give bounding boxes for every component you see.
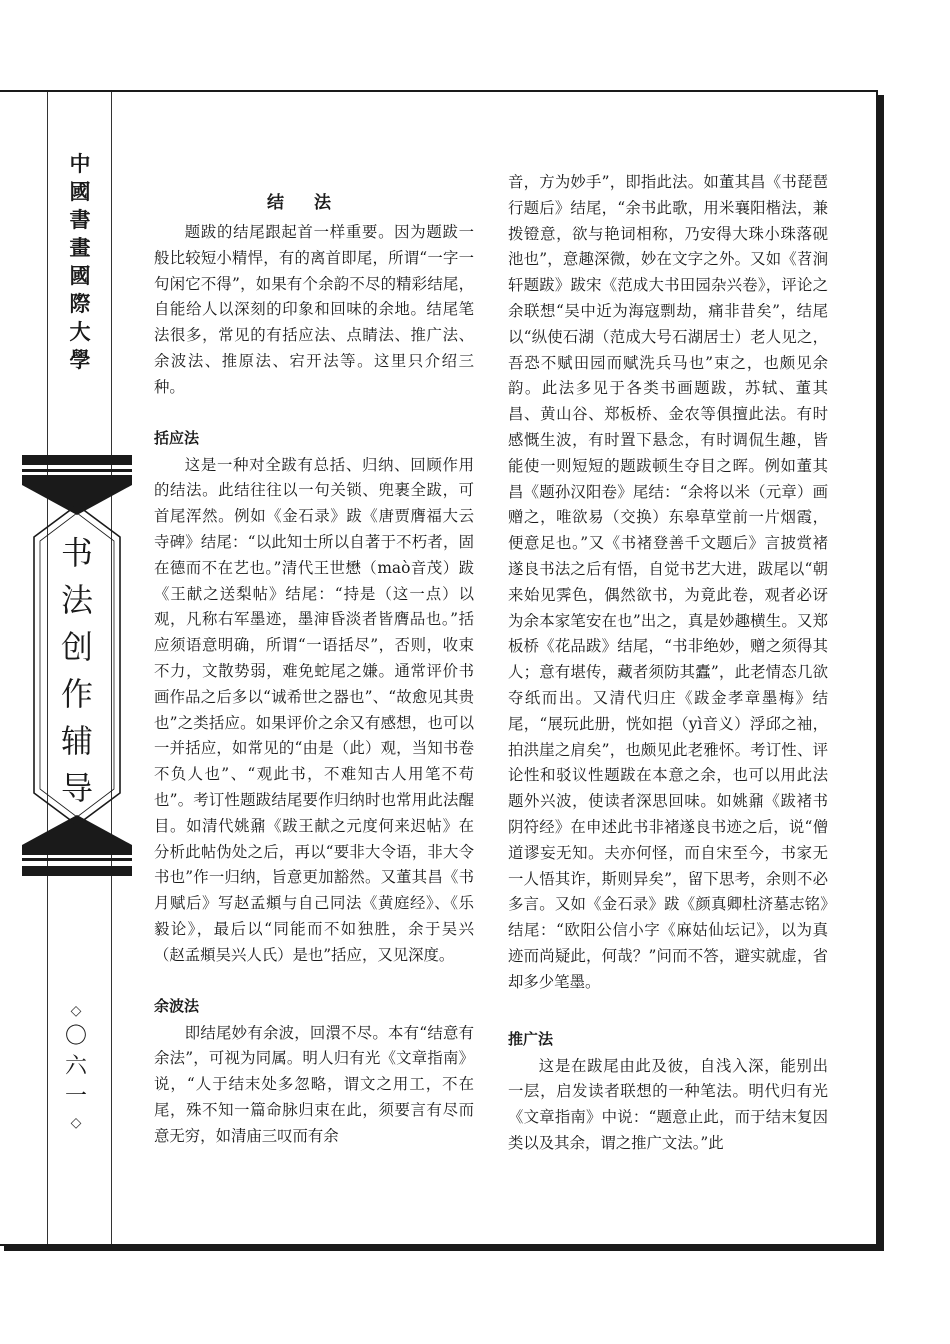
page-number xyxy=(58,1000,94,1134)
university-name xyxy=(60,150,100,374)
subsection-title: 余波法 xyxy=(154,996,200,1015)
title-band-top xyxy=(22,455,132,465)
title-band-bottom-thin xyxy=(22,858,132,861)
title-band-top-thin xyxy=(22,469,132,472)
book-title-char: 作 xyxy=(60,675,93,713)
page-number-char: 一 xyxy=(64,1084,87,1109)
university-char: 大 xyxy=(69,319,91,344)
university-char: 書 xyxy=(69,207,91,232)
page-number-char: 六 xyxy=(64,1054,87,1079)
left-column xyxy=(154,168,474,1150)
intro-paragraph: 题跋的结尾跟起首一样重要。因为题跋一般比较短小精悍，有的离首即尾，所谓“一字一句闲它不得”，如果有个余韵不尽的精彩结尾，自能给人以深刻的印象和回味的余地。结尾笔法很多，常见的有括应法、点睛法、推广法、余波法、推原法、宕开法等。这里只介绍三种。 xyxy=(154,223,474,396)
diamond-icon: ◇ xyxy=(70,1115,82,1131)
body-paragraph: 这是一种对全跋有总括、归纳、回顾作用的结法。此结往往以一句关锁、兜裹全跋，可首尾浑然。例如《金石录》跋《唐贾膺福大云寺碑》结尾：“以此知士所以自著于不朽者，固在德而不在艺也。”清代王世懋（maò音茂）跋《王献之送梨帖》结尾：“持是（这一点）以观，凡称右军墨迹，墨渖昏淡者皆膺品也。”括应须语意明确，所谓“一语括尽”，否则，收束不力，文散势弱，难免蛇尾之嫌。通常评价书画作品之后多以“诚希世之器也”、“故愈见其贵也”之类括应。如果评价之余又有感想，也可以一并括应，如常见的“由是（此）观，当知书卷不负人也”、“观此书，不难知古人用笔不苟也”。考订性题跋结尾要作归纳时也常用此法醒目。如清代姚鼐《跋王献之元度何来迟帖》在分析此帖伪处之后，再以“要非大令语，非大令书也”作一归纳，旨意更加豁然。又董其昌《书月赋后》写赵孟頫与自己同法《黄庭经》、《乐毅论》，最后以“同能而不如独胜，余于吴兴（赵孟頫吴兴人氏）是也”括应，又见深度。 xyxy=(154,455,474,964)
title-band-bottom xyxy=(22,866,132,876)
body-paragraph: 音，方为妙手”，即指此法。如董其昌《书琵琶行题后》结尾，“余书此歌，用米襄阳楷法，兼拨镫意，欲与艳词相称，乃安得大珠小珠落砚池也”，意趣深微，妙在文字之外。又如《苕涧轩题跋》跋宋《范成大书田园杂兴卷》，评论之余联想“吴中近为海寇剽劫，痛非昔矣”，结尾以“纵使石湖（范成大号石湖居士）老人见之，吾恐不赋田园而赋洗兵马也”束之，也颇见余韵。此法多见于各类书画题跋，苏轼、董其昌、黄山谷、郑板桥、金农等俱擅此法。有时感慨生波，有时置下悬念，有时调侃生趣，皆能使一则短短的题跋顿生夺目之晖。例如董其昌《题孙汉阳卷》尾结：“余将以米（元章）画赠之，唯欲易（交换）东皋草堂前一片烟霞，便意足也。”又《书褚登善千文题后》言披赏褚遂良书法之后有悟，自觉书艺大进，跋尾以“朝来始见霁色，偶然欲书，为竟此卷，观者必讶为余本家笔安在也”出之，真是妙趣横生。又郑板桥《花品跋》结尾，“书非绝妙，赠之须得其人；意有堪传，藏者须防其蠹”，此老情态几欲夺纸而出。又清代归庄《跋金孝章墨梅》结尾，“展玩此册，恍如挹（yì音义）浮邱之袖，拍洪崖之肩矣”，也颇见此老雅怀。考订性、评论性和驳议性题跋在本意之余，也可以用此法题外兴波，使读者深思回味。如姚鼐《跋褚书阴符经》在申述此书非褚遂良书迹之后，说“僧道谬妄无知。夫亦何怪，而自宋至今，书家无一人悟其诈，斯则异矣”，留下思考，余则不必多言。又如《金石录》跋《颜真卿杜济墓志铭》结尾：“欧阳公信小字《麻姑仙坛记》，以为真迹而尚疑此，何哉？”问而不答，避实就虚，省却多少笔墨。 xyxy=(508,173,828,991)
subsection-title: 括应法 xyxy=(154,428,200,447)
book-title-char: 辅 xyxy=(60,722,93,760)
university-char: 國 xyxy=(69,179,91,204)
university-char: 中 xyxy=(69,151,91,176)
subsection-title: 推广法 xyxy=(508,1029,554,1048)
page-number-char: 〇 xyxy=(64,1024,87,1049)
section-heading: 结法 xyxy=(267,193,361,213)
university-char: 際 xyxy=(69,291,91,316)
body-paragraph: 即结尾妙有余波，回澴不尽。本有“结意有余法”，可视为同属。明人归有光《文章指南》说，“人于结末处多忽略，谓文之用工，不在尾，殊不知一篇命脉归束在此，须要言有尽而意无穷，如清庙三叹而有余 xyxy=(154,1023,474,1145)
book-title-char: 创 xyxy=(60,628,93,666)
diamond-icon: ◇ xyxy=(70,1003,82,1019)
book-title-char: 法 xyxy=(60,581,93,619)
university-char: 國 xyxy=(69,263,91,288)
right-column xyxy=(508,170,828,1157)
university-char: 畫 xyxy=(69,235,91,260)
body-paragraph: 这是在跋尾由此及彼，自浅入深，能别出一层，启发读者联想的一种笔法。明代归有光《文章指南》中说：“题意止此，而于结末复因类以及其余，谓之推广文法。”此 xyxy=(508,1056,828,1152)
book-title xyxy=(40,530,114,812)
university-char: 學 xyxy=(69,347,91,372)
book-title-char: 书 xyxy=(60,534,93,572)
book-title-char: 导 xyxy=(60,769,93,807)
